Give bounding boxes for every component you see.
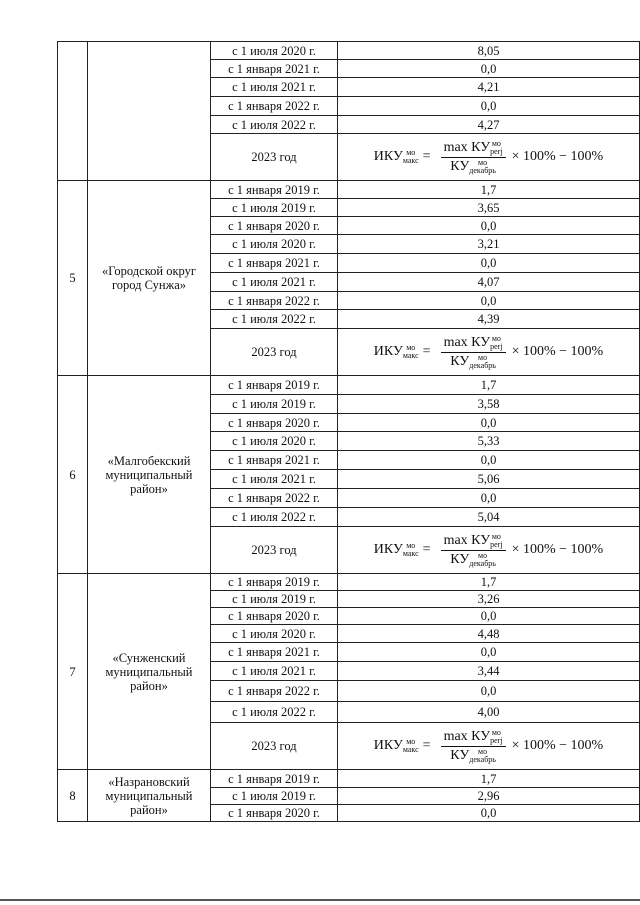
index-value-cell: 5,04: [338, 508, 640, 527]
formula-denominator: КУ: [450, 158, 470, 174]
formula-eq: =: [422, 542, 431, 557]
period-cell: с 1 января 2020 г.: [211, 805, 338, 822]
formula-denominator: КУ: [450, 551, 470, 567]
period-cell: с 1 января 2020 г.: [211, 217, 338, 235]
period-cell: с 1 января 2019 г.: [211, 181, 338, 199]
index-value-cell: 3,65: [338, 199, 640, 217]
index-value-cell: 0,0: [338, 60, 640, 78]
period-cell: с 1 января 2022 г.: [211, 489, 338, 508]
formula-den-sub: декабрь: [469, 754, 496, 764]
formula-fraction: [441, 335, 506, 370]
formula-den-sup: мо: [478, 550, 488, 560]
index-value-cell: 8,05: [338, 42, 640, 60]
municipality-name: «Назрановский муниципальный район»: [88, 770, 211, 822]
index-value-cell: 0,0: [338, 451, 640, 470]
max-index-formula: [338, 335, 639, 370]
period-cell: с 1 июля 2021 г.: [211, 470, 338, 489]
table-row: [58, 42, 640, 60]
index-value-cell: 0,0: [338, 217, 640, 235]
index-value-cell: 4,00: [338, 702, 640, 723]
index-value-cell: 2,96: [338, 788, 640, 805]
formula-fraction: [441, 729, 506, 764]
index-value-cell: 5,33: [338, 432, 640, 451]
formula-fraction: [441, 533, 506, 568]
max-index-formula: [338, 729, 639, 764]
index-value-cell: 1,7: [338, 376, 640, 395]
period-cell: с 1 июля 2021 г.: [211, 78, 338, 97]
formula-lhs-sup: мо: [406, 541, 416, 550]
formula-num-sup: мо: [491, 333, 501, 343]
index-value-cell: 3,21: [338, 235, 640, 254]
formula-num-sub: perj: [490, 146, 503, 156]
period-cell: с 1 июля 2019 г.: [211, 788, 338, 805]
period-cell: с 1 июля 2020 г.: [211, 235, 338, 254]
formula-num-sub: perj: [490, 735, 503, 745]
table-row: [58, 181, 640, 199]
tariff-index-table: [57, 41, 640, 822]
municipality-name: «Сунженский муниципальный район»: [88, 574, 211, 770]
index-value-cell: 1,7: [338, 574, 640, 591]
formula-denominator: КУ: [450, 747, 470, 763]
index-value-cell: 1,7: [338, 770, 640, 788]
table-row: [58, 574, 640, 591]
table-row: [58, 770, 640, 788]
formula-eq: =: [422, 149, 431, 164]
index-value-cell: 3,26: [338, 591, 640, 608]
formula-den-sup: мо: [478, 746, 488, 756]
page-bottom-rule: [0, 899, 640, 901]
period-cell: с 1 января 2019 г.: [211, 376, 338, 395]
municipality-name: «Городской округ город Сунжа»: [88, 181, 211, 376]
formula-eq: =: [422, 344, 431, 359]
max-index-formula: [338, 533, 639, 568]
index-value-cell: 4,27: [338, 116, 640, 134]
formula-den-sup: мо: [478, 352, 488, 362]
formula-lhs-sub: макс: [402, 156, 419, 165]
formula-lhs-sup: мо: [406, 148, 416, 157]
formula-lhs: ИКУ: [373, 542, 403, 557]
period-cell: с 1 июля 2021 г.: [211, 662, 338, 681]
period-cell: с 1 июля 2020 г.: [211, 42, 338, 60]
formula-lhs-sup: мо: [406, 343, 416, 352]
index-value-cell: 0,0: [338, 97, 640, 116]
formula-den-sub: декабрь: [469, 360, 496, 370]
index-value-cell: 3,58: [338, 395, 640, 414]
formula-lhs: ИКУ: [373, 344, 403, 359]
row-number: 7: [58, 574, 88, 770]
period-cell: с 1 июля 2019 г.: [211, 591, 338, 608]
formula-num-sup: мо: [491, 531, 501, 541]
formula-lhs-sub: макс: [402, 549, 419, 558]
formula-cell: [338, 527, 640, 574]
period-cell: с 1 января 2020 г.: [211, 608, 338, 625]
period-cell: с 1 июля 2022 г.: [211, 508, 338, 527]
formula-numerator: max КУ: [443, 139, 491, 155]
period-cell: с 1 января 2019 г.: [211, 574, 338, 591]
period-cell: с 1 июля 2021 г.: [211, 273, 338, 292]
index-value-cell: 3,44: [338, 662, 640, 681]
formula-numerator: max КУ: [443, 728, 491, 744]
formula-den-sup: мо: [478, 157, 488, 167]
max-index-formula: [338, 140, 639, 175]
period-cell: с 1 июля 2022 г.: [211, 702, 338, 723]
formula-den-sub: декабрь: [469, 165, 496, 175]
index-value-cell: 1,7: [338, 181, 640, 199]
year-label-cell: 2023 год: [211, 723, 338, 770]
period-cell: с 1 июля 2020 г.: [211, 432, 338, 451]
formula-lhs-sub: макс: [402, 745, 419, 754]
municipality-name: «Малгобекский муниципальный район»: [88, 376, 211, 574]
index-value-cell: 4,07: [338, 273, 640, 292]
formula-lhs-sub: макс: [402, 351, 419, 360]
index-value-cell: 0,0: [338, 292, 640, 310]
period-cell: с 1 января 2022 г.: [211, 97, 338, 116]
period-cell: с 1 июля 2022 г.: [211, 116, 338, 134]
index-value-cell: 0,0: [338, 254, 640, 273]
period-cell: с 1 января 2021 г.: [211, 254, 338, 273]
formula-numerator: max КУ: [443, 532, 491, 548]
formula-numerator: max КУ: [443, 334, 491, 350]
formula-num-sub: perj: [490, 539, 503, 549]
formula-tail: × 100% − 100%: [511, 542, 604, 557]
year-label-cell: 2023 год: [211, 527, 338, 574]
period-cell: с 1 июля 2019 г.: [211, 395, 338, 414]
index-value-cell: 4,21: [338, 78, 640, 97]
index-value-cell: 5,06: [338, 470, 640, 489]
period-cell: с 1 января 2022 г.: [211, 292, 338, 310]
formula-tail: × 100% − 100%: [511, 149, 604, 164]
index-value-cell: 0,0: [338, 489, 640, 508]
period-cell: с 1 июля 2022 г.: [211, 310, 338, 329]
formula-fraction: [441, 140, 506, 175]
year-label-cell: 2023 год: [211, 134, 338, 181]
year-label-cell: 2023 год: [211, 329, 338, 376]
formula-denominator: КУ: [450, 353, 470, 369]
index-value-cell: 4,48: [338, 625, 640, 643]
formula-tail: × 100% − 100%: [511, 344, 604, 359]
formula-lhs: ИКУ: [373, 149, 403, 164]
formula-eq: =: [422, 738, 431, 753]
period-cell: с 1 января 2021 г.: [211, 451, 338, 470]
period-cell: с 1 января 2021 г.: [211, 643, 338, 662]
row-number: [58, 42, 88, 181]
index-value-cell: 0,0: [338, 805, 640, 822]
formula-cell: [338, 134, 640, 181]
period-cell: с 1 января 2020 г.: [211, 414, 338, 432]
formula-num-sup: мо: [491, 727, 501, 737]
period-cell: с 1 июля 2019 г.: [211, 199, 338, 217]
formula-num-sub: perj: [490, 341, 503, 351]
formula-den-sub: декабрь: [469, 558, 496, 568]
period-cell: с 1 января 2021 г.: [211, 60, 338, 78]
table-row: [58, 376, 640, 395]
formula-cell: [338, 723, 640, 770]
table-body: [58, 42, 640, 822]
period-cell: с 1 января 2019 г.: [211, 770, 338, 788]
formula-num-sup: мо: [491, 138, 501, 148]
formula-lhs: ИКУ: [373, 738, 403, 753]
index-value-cell: 0,0: [338, 608, 640, 625]
index-value-cell: 0,0: [338, 414, 640, 432]
formula-cell: [338, 329, 640, 376]
index-value-cell: 0,0: [338, 681, 640, 702]
row-number: 8: [58, 770, 88, 822]
row-number: 5: [58, 181, 88, 376]
municipality-name: [88, 42, 211, 181]
period-cell: с 1 июля 2020 г.: [211, 625, 338, 643]
formula-tail: × 100% − 100%: [511, 738, 604, 753]
row-number: 6: [58, 376, 88, 574]
index-value-cell: 0,0: [338, 643, 640, 662]
formula-lhs-sup: мо: [406, 737, 416, 746]
period-cell: с 1 января 2022 г.: [211, 681, 338, 702]
index-value-cell: 4,39: [338, 310, 640, 329]
